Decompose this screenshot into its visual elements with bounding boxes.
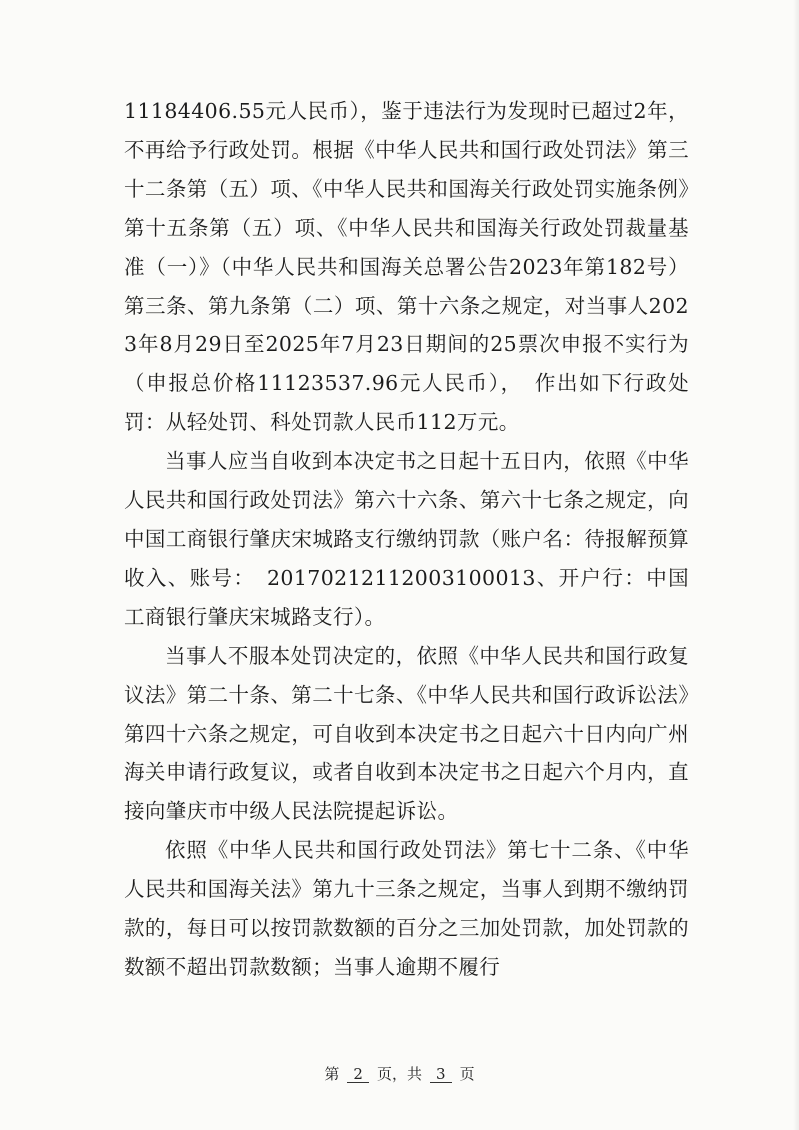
footer-suffix: 页 (459, 1065, 475, 1083)
paragraph-payment-instructions: 当事人应当自收到本决定书之日起十五日内，依照《中华人民共和国行政处罚法》第六十六条、第六十七条之规定，向中国工商银行肇庆宋城路支行缴纳罚款（账户名：待报解预算收入、账号： 20170212112003100013、开户行：中国工商银行肇庆宋城路支行）。 (124, 449, 689, 629)
paragraph-appeal-rights: 当事人不服本处罚决定的，依照《中华人民共和国行政复议法》第二十条、第二十七条、《中华人民共和国行政诉讼法》第四十六条之规定，可自收到本决定书之日起六十日内向广州海关申请行政复议，或者自收到本决定书之日起六个月内，直接向肇庆市中级人民法院提起诉讼。 (124, 643, 689, 824)
paragraph-late-payment: 依照《中华人民共和国行政处罚法》第七十二条、《中华人民共和国海关法》第九十三条之规定，当事人到期不缴纳罚款的，每日可以按罚款数额的百分之三加处罚款，加处罚款的数额不超出罚款数额；当事人逾期不履行 (124, 838, 689, 979)
paragraph-penalty-decision: 11184406.55元人民币），鉴于违法行为发现时已超过2年，不再给予行政处罚。根据《中华人民共和国行政处罚法》第三十二条第（五）项、《中华人民共和国海关行政处罚实施条例》第十五条第（五）项、《中华人民共和国海关行政处罚裁量基准（一）》（中华人民共和国海关总署公告2023年第182号）第三条、第九条第（二）项、第十六条之规定，对当事人2023年8月29日至2025年7月23日期间的25票次申报不实行为（申报总价格11123537.96元人民币）， 作出如下行政处罚：从轻处罚、科处罚款人民币112万元。 (124, 99, 689, 435)
page-edge-shadow (793, 0, 799, 1130)
footer-prefix: 第 (324, 1065, 340, 1083)
footer-total-pages: 3 (430, 1066, 452, 1083)
footer-current-page: 2 (347, 1066, 369, 1083)
page-footer (0, 1063, 799, 1084)
document-body (124, 92, 689, 987)
footer-middle: 页，共 (376, 1065, 422, 1083)
